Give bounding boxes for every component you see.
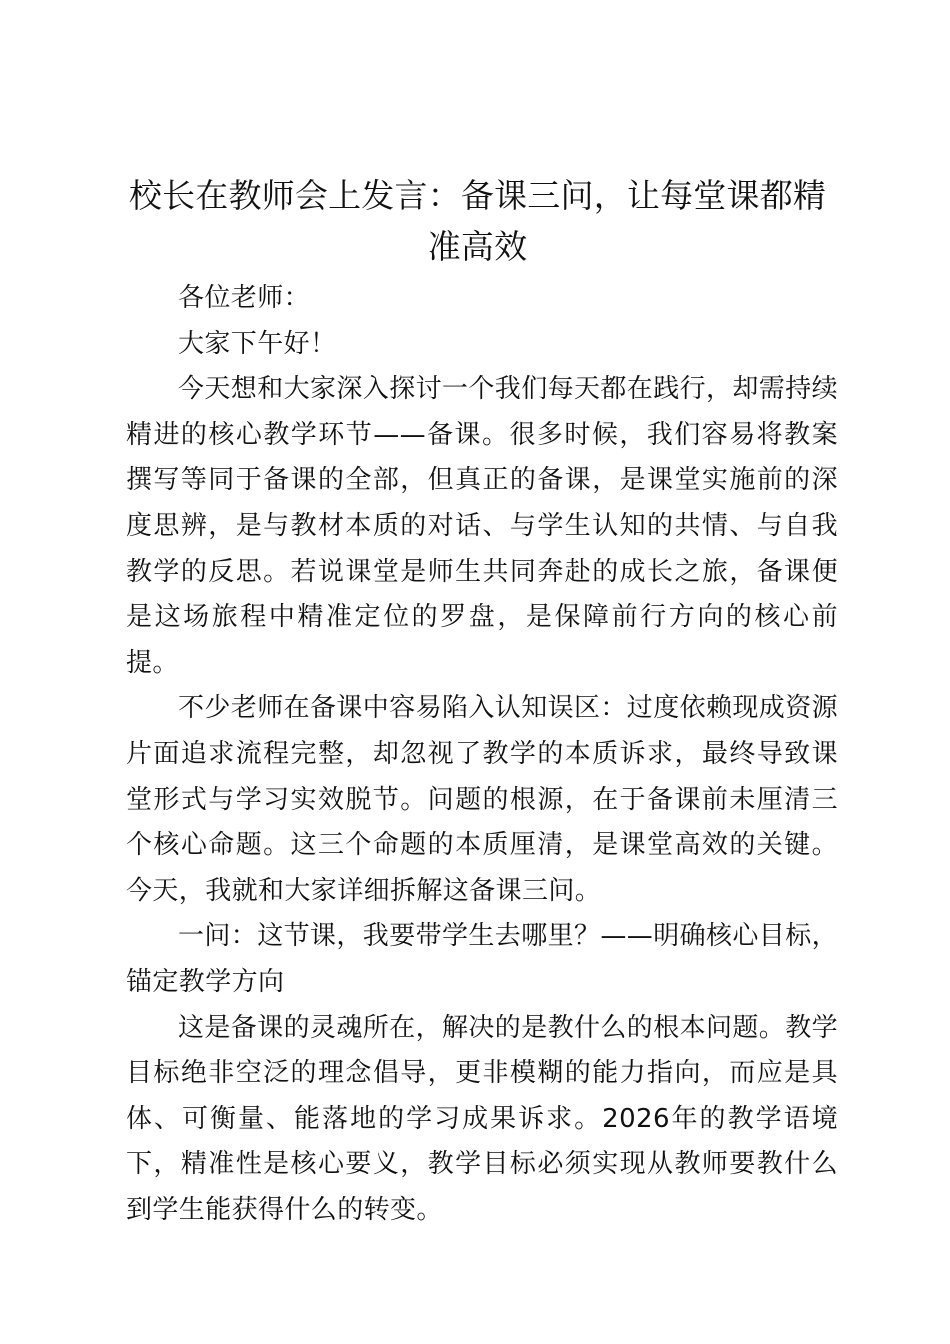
document-body <box>126 276 838 1233</box>
section-heading-question-one: 一问：这节课，我要带学生去哪里？——明确核心目标，锚定教学方向 <box>126 921 839 997</box>
document-title: 校长在教师会上发言：备课三问，让每堂课都精准高效 <box>128 176 827 266</box>
salutation: 各位老师： <box>178 283 311 313</box>
paragraph-misconception: 不少老师在备课中容易陷入认知误区：过度依赖现成资源片面追求流程完整，却忽视了教学的本质诉求，最终导致课堂形式与学习实效脱节。问题的根源，在于备课前未厘清三个核心命题。这三个命题的本质厘清，是课堂高效的关键。今天，我就和大家详细拆解这备课三问。 <box>126 693 839 906</box>
greeting: 大家下午好！ <box>178 328 337 359</box>
paragraph-question-one: 这是备课的灵魂所在，解决的是教什么的根本问题。教学目标绝非空泛的理念倡导，更非模糊的能力指向，而应是具体、可衡量、能落地的学习成果诉求。2026年的教学语境下，精准性是核心要义，教学目标必须实现从教师要教什么到学生能获得什么的转变。 <box>126 1012 839 1225</box>
paragraph-intro: 今天想和大家深入探讨一个我们每天都在践行，却需持续精进的核心教学环节——备课。很多时候，我们容易将教案撰写等同于备课的全部，但真正的备课，是课堂实施前的深度思辨，是与教材本质的对话、与学生认知的共情、与自我教学的反思。若说课堂是师生共同奔赴的成长之旅，备课便是这场旅程中精准定位的罗盘，是保障前行方向的核心前提。 <box>126 374 839 678</box>
